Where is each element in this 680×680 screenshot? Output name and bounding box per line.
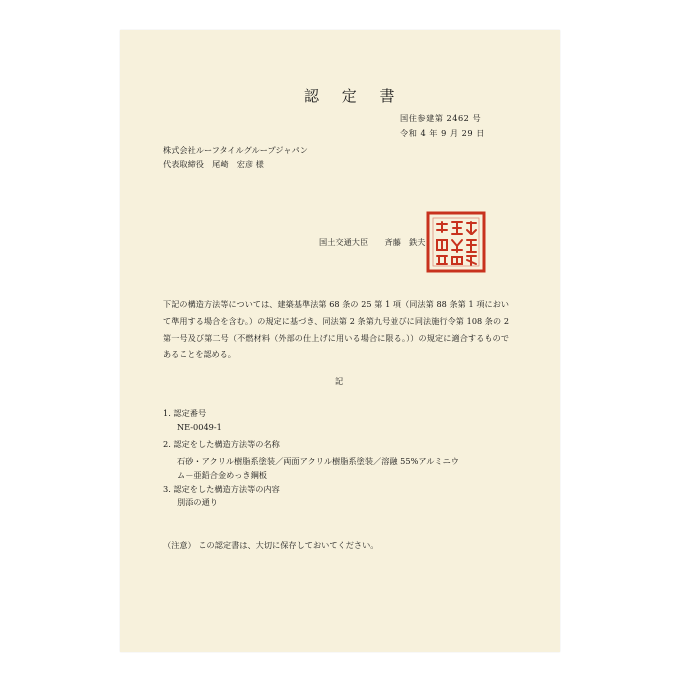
certificate-page xyxy=(120,30,560,652)
official-seal xyxy=(425,210,487,274)
section-marker: 記 xyxy=(335,376,344,386)
document-number: 国住参建第 2462 号 xyxy=(400,113,482,123)
recipient-representative: 代表取締役 尾崎 宏彦 様 xyxy=(163,159,264,169)
certification-statement: 下記の構造方法等については、建築基準法第 68 条の 25 第 1 項（同法第 88 条第 1 項において準用する場合を含む。）の規定に基づき、同法第 2 条第九号並びに同法施行令第 108 条の 2 第一号及び第二号（不燃材料（外部の仕上げに用いる場合に限る。））の規定に適合するものであることを認める。 xyxy=(163,299,509,360)
recipient-company: 株式会社ルーフタイルグループジャパン xyxy=(163,145,308,155)
item-1-heading: 1. 認定番号 xyxy=(163,408,207,418)
item-3-heading: 3. 認定をした構造方法等の内容 xyxy=(163,484,280,494)
issuer-name: 国土交通大臣 斉藤 鉄夫 xyxy=(319,237,426,247)
document-title: 認 定 書 xyxy=(304,87,404,105)
document-date: 令和 4 年 9 月 29 日 xyxy=(400,128,485,138)
item-3-value: 別添の通り xyxy=(177,497,218,507)
item-2-heading: 2. 認定をした構造方法等の名称 xyxy=(163,439,280,449)
item-2-value: 石砂・アクリル樹脂系塗装／両面アクリル樹脂系塗装／溶融 55%アルミニウム－亜鉛合金めっき鋼板 xyxy=(177,456,459,480)
item-1-value: NE-0049-1 xyxy=(177,422,222,432)
caution-note: （注意） この認定書は、大切に保存しておいてください。 xyxy=(163,540,379,550)
